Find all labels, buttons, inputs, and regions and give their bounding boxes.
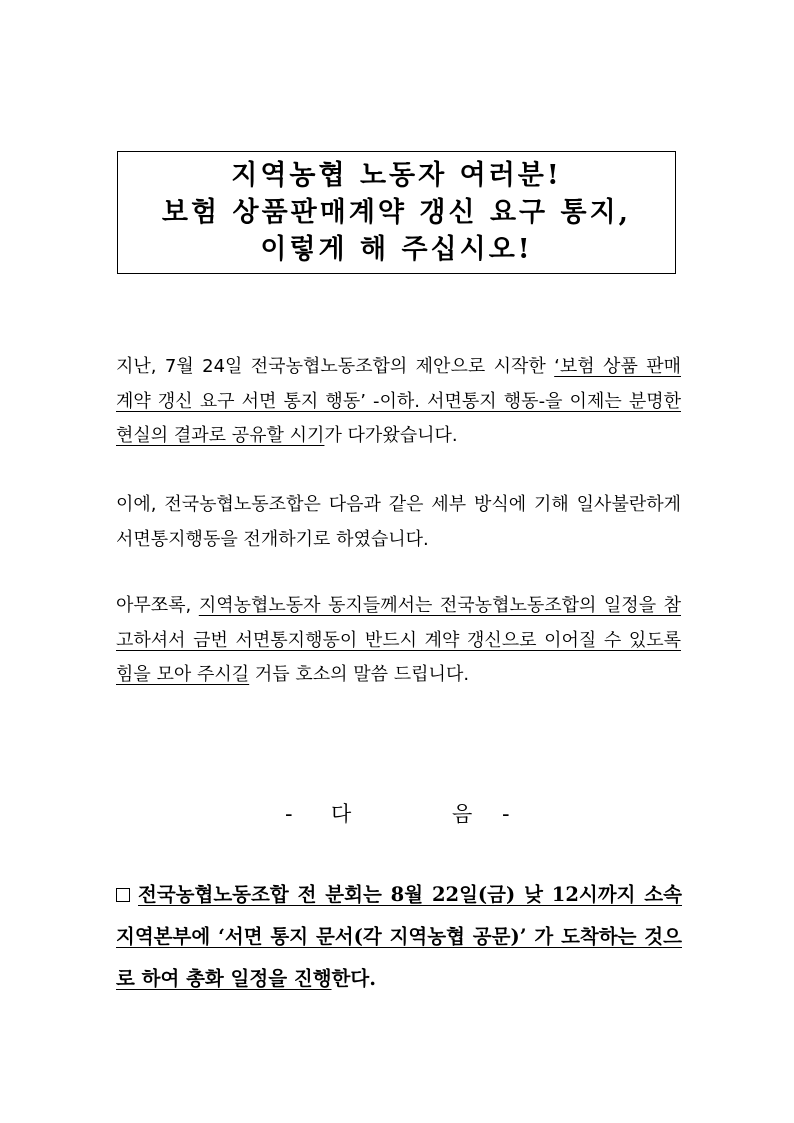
item-schedule-underlined: 전국농협노동조합 전 분회는 8월 22일(금) 낮 12시까지 소속 지역본부에 ‘서면 통지 문서(각 지역농협 공문)’ 가 도착하는 것으로 하여 총화 일정을 진행 [116,883,682,990]
title-line-1: 지역농협 노동자 여러분! [231,160,562,191]
paragraph-appeal-tail: 거듭 호소의 말씀 드립니다. [249,664,470,685]
next-heading-dash-left: - [285,802,293,826]
next-heading-dash-right: - [502,802,510,826]
paragraph-plan: 이에, 전국농협노동조합은 다음과 같은 세부 방식에 기해 일사불란하게 서면통지행동을 전개하기로 하였습니다. [116,494,681,550]
next-heading-char-eum: 음 [452,802,473,826]
paragraph-intro-lead: 지난, 7월 24일 전국농협노동조합의 제안으로 시작한 [116,356,555,377]
paragraph-intro-tail: 가 다가왔습니다. [324,425,458,446]
item-schedule [116,874,682,1000]
paragraph-appeal [116,589,681,693]
title-line-3: 이렇게 해 주십시오! [260,234,533,265]
paragraph-appeal-lead: 아무쪼록, [116,595,199,616]
item-schedule-tail: 한다. [331,967,376,990]
title-box [117,151,676,274]
title-line-2: 보험 상품판매계약 갱신 요구 통지, [161,197,632,228]
checkbox-icon [116,888,130,902]
next-heading-char-da: 다 [331,802,352,826]
paragraph-intro [116,350,681,454]
paragraph-appeal-underlined: 지역농협노동자 동지들께서는 전국농협노동조합의 일정을 참고하셔서 금번 서면통지행동이 반드시 계약 갱신으로 이어질 수 있도록 힘을 모아 주시길 [116,595,681,685]
paragraph-intro-underlined: ‘보험 상품 판매 계약 갱신 요구 서면 통지 행동’ -이하. 서면통지 행동-을 이제는 분명한 현실의 결과로 공유할 시기 [116,356,681,446]
